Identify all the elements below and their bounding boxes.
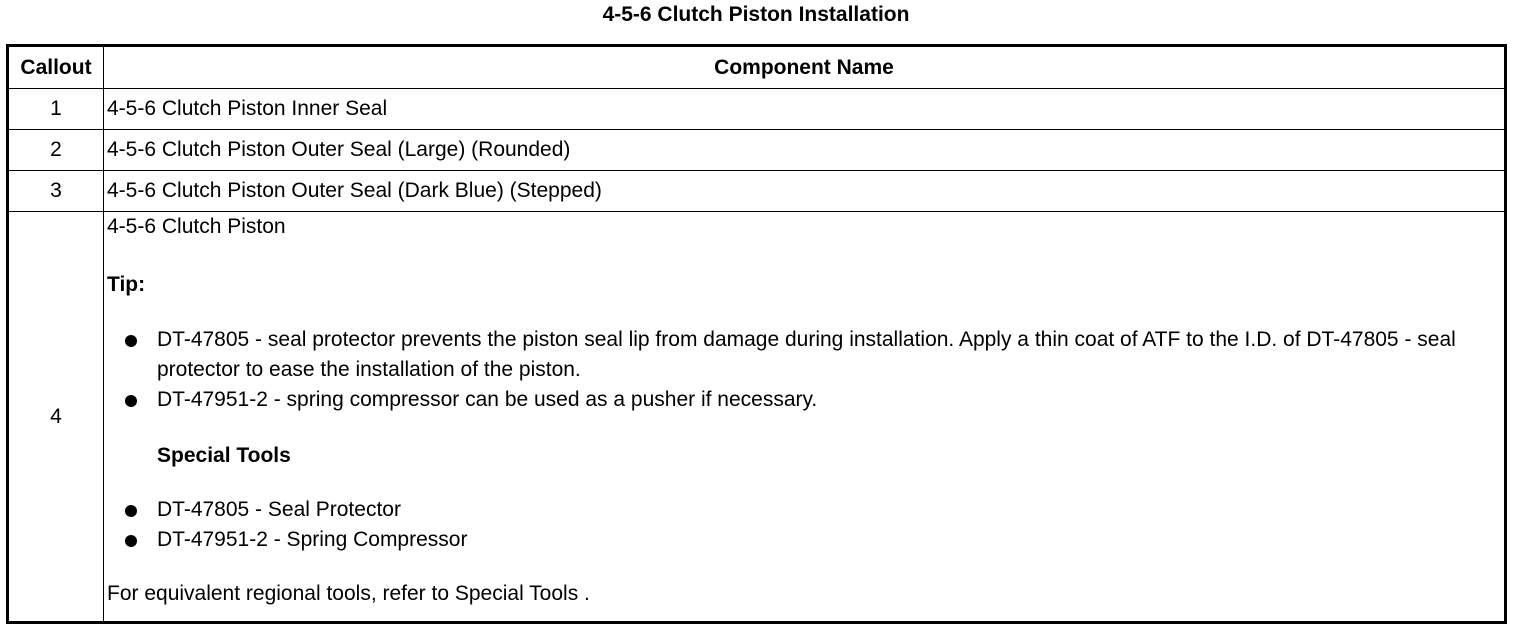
table-row bbox=[8, 89, 1506, 130]
tool-text: DT-47805 - Seal Protector bbox=[157, 498, 401, 521]
tool-text: DT-47951-2 - Spring Compressor bbox=[157, 528, 468, 551]
bullet-icon bbox=[125, 395, 137, 407]
component-cell: 4-5-6 Clutch Piston Inner Seal bbox=[104, 89, 1506, 130]
table-row bbox=[8, 212, 1506, 623]
special-tools-list bbox=[107, 495, 1501, 555]
tip-text: DT-47951-2 - spring compressor can be used as a pusher if necessary. bbox=[157, 388, 818, 411]
table-header-row bbox=[8, 46, 1506, 89]
bullet-icon bbox=[125, 335, 137, 347]
callout-cell: 2 bbox=[8, 130, 104, 171]
bullet-icon bbox=[125, 505, 137, 517]
tip-text: DT-47805 - seal protector prevents the piston seal lip from damage during installation. Apply a thin coat of ATF to the I.D. of DT-47805 - seal protector to ease the installation of the piston. bbox=[157, 328, 1456, 381]
list-item bbox=[107, 495, 1501, 525]
tip-label: Tip: bbox=[107, 273, 146, 296]
tip-list bbox=[107, 325, 1501, 415]
table-row bbox=[8, 171, 1506, 212]
list-item bbox=[107, 385, 1501, 415]
component-name: 4-5-6 Clutch Piston bbox=[107, 215, 286, 238]
header-component-name: Component Name bbox=[104, 46, 1506, 89]
callout-cell: 1 bbox=[8, 89, 104, 130]
page-title: 4-5-6 Clutch Piston Installation bbox=[602, 3, 910, 26]
bullet-icon bbox=[125, 535, 137, 547]
component-cell: 4-5-6 Clutch Piston Outer Seal (Large) (Rounded) bbox=[104, 130, 1506, 171]
table-row bbox=[8, 130, 1506, 171]
header-callout: Callout bbox=[8, 46, 104, 89]
special-tools-label: Special Tools bbox=[157, 444, 291, 467]
callout-cell: 3 bbox=[8, 171, 104, 212]
callout-cell: 4 bbox=[8, 212, 104, 623]
component-cell: 4-5-6 Clutch Piston Outer Seal (Dark Blue) (Stepped) bbox=[104, 171, 1506, 212]
list-item bbox=[107, 525, 1501, 555]
list-item bbox=[107, 325, 1501, 385]
regional-tools-note: For equivalent regional tools, refer to Special Tools . bbox=[107, 582, 590, 605]
component-table bbox=[6, 44, 1507, 624]
component-cell bbox=[104, 212, 1506, 623]
